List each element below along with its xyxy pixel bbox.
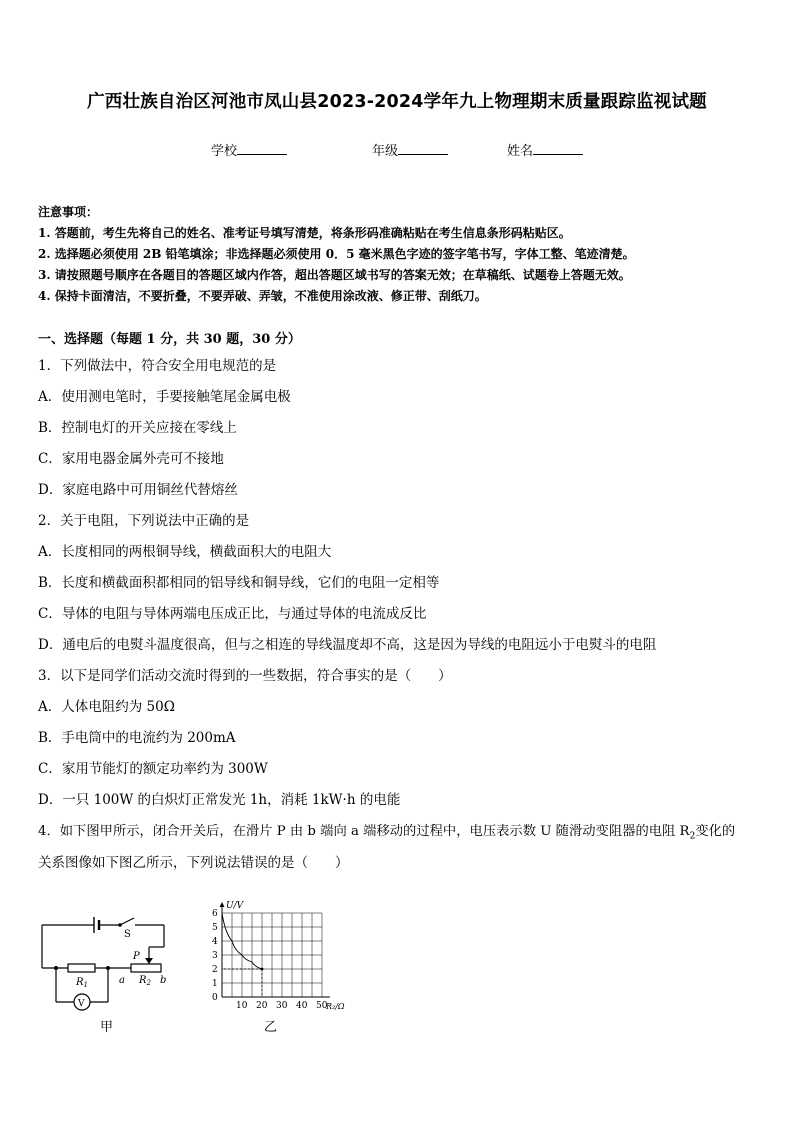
- note-3: 3. 请按照题号顺序在各题目的答题区域内作答，超出答题区域书写的答案无效；在草稿纸、试题卷上答题无效。: [38, 268, 631, 282]
- y-tick-label: 0: [212, 993, 218, 1003]
- circuit-diagram: [36, 905, 176, 1025]
- graph-caption: 乙: [264, 1020, 278, 1035]
- q4-stem: [38, 820, 735, 842]
- school-field: [211, 140, 287, 159]
- name-label: 姓名: [507, 144, 534, 159]
- junction-right: [106, 966, 110, 970]
- end-a-label: a: [119, 975, 125, 986]
- q1-option-c: C．家用电器金属外壳可不接地: [38, 451, 224, 467]
- grade-label: 年级: [372, 144, 399, 159]
- grade-field: [372, 140, 448, 159]
- x-tick-label: 50: [316, 1001, 328, 1011]
- y-tick-label: 4: [212, 937, 218, 947]
- y-tick-label: 2: [212, 965, 218, 975]
- school-blank: [237, 142, 287, 155]
- notes-heading: 注意事项：: [38, 205, 99, 219]
- r2-rheostat: [131, 964, 161, 972]
- x-axis-label: R₂/Ω: [326, 1002, 345, 1011]
- junction-left: [54, 966, 58, 970]
- q3-option-a: A．人体电阻约为 50Ω: [38, 699, 175, 715]
- r2-label: $R_2$: [139, 975, 151, 987]
- y-axis-arrow: [220, 902, 225, 907]
- y-tick-label: 3: [212, 951, 218, 961]
- q2-option-d: D．通电后的电熨斗温度很高，但与之相连的导线温度却不高，这是因为导线的电阻远小于电熨斗的电阻: [38, 637, 657, 653]
- q2-option-a: A．长度相同的两根铜导线，横截面积大的电阻大: [38, 544, 332, 560]
- q1-option-d: D．家庭电路中可用铜丝代替熔丝: [38, 482, 238, 498]
- q3-option-b: B．手电筒中的电流约为 200mA: [38, 730, 236, 746]
- name-field: [507, 140, 583, 159]
- voltmeter-label: V: [78, 999, 85, 1009]
- note-2: 2. 选择题必须使用 2B 铅笔填涂；非选择题必须使用 0．5 毫米黑色字迹的签字笔书写，字体工整、笔迹清楚。: [38, 247, 635, 261]
- note-1: 1. 答题前，考生先将自己的姓名、准考证号填写清楚，将条形码准确粘贴在考生信息条形码粘贴区。: [38, 226, 571, 240]
- note-4: 4. 保持卡面清洁，不要折叠，不要弄破、弄皱，不准使用涂改液、修正带、刮纸刀。: [38, 289, 487, 303]
- q4-stem-text-2: 变化的: [695, 824, 736, 839]
- q2-option-b: B．长度和横截面积都相同的铝导线和铜导线，它们的电阻一定相等: [38, 575, 440, 591]
- y-tick-label: 1: [212, 979, 218, 989]
- q1-stem: 1．下列做法中，符合安全用电规范的是: [38, 358, 277, 374]
- q2-option-c: C．导体的电阻与导体两端电压成正比，与通过导体的电流成反比: [38, 606, 427, 622]
- q3-option-c: C．家用节能灯的额定功率约为 300W: [38, 761, 268, 777]
- x-tick-label: 30: [276, 1001, 288, 1011]
- x-tick-label: 40: [296, 1001, 308, 1011]
- switch-label: S: [124, 929, 131, 940]
- r1-resistor: [68, 964, 95, 972]
- x-tick-label: 10: [236, 1001, 248, 1011]
- section-heading: 一、选择题（每题 1 分，共 30 题，30 分）: [38, 332, 301, 347]
- grade-blank: [398, 142, 448, 155]
- q2-stem: 2．关于电阻，下列说法中正确的是: [38, 513, 250, 529]
- q4-stem-text: 4．如下图甲所示，闭合开关后，在滑片 P 由 b 端向 a 端移动的过程中，电压表示数 U 随滑动变阻器的电阻 R: [38, 824, 690, 839]
- y-tick-label: 6: [212, 909, 218, 919]
- slider-arrow-head: [145, 958, 153, 964]
- circuit-caption: 甲: [100, 1020, 114, 1035]
- y-tick-label: 5: [212, 923, 218, 933]
- q4-stem-subscript: 2: [689, 831, 696, 842]
- q3-stem: 3．以下是同学们活动交流时得到的一些数据，符合事实的是（ ）: [38, 668, 452, 684]
- q4-stem-line2: 关系图像如下图乙所示，下列说法错误的是（ ）: [38, 855, 349, 871]
- q1-option-b: B．控制电灯的开关应接在零线上: [38, 420, 237, 436]
- school-label: 学校: [211, 144, 238, 159]
- switch-pivot: [118, 923, 122, 927]
- y-axis-label: U/V: [226, 901, 244, 911]
- r1-label: $R_1$: [76, 977, 88, 989]
- end-b-label: b: [160, 975, 167, 986]
- u-r2-graph: [200, 895, 360, 1020]
- page-title: 广西壮族自治区河池市凤山县2023-2024学年九上物理期末质量跟踪监视试题: [87, 92, 707, 112]
- switch-blade: [120, 918, 134, 925]
- marked-point: [261, 968, 264, 971]
- slider-label: P: [133, 951, 140, 962]
- q3-option-d: D．一只 100W 的白炽灯正常发光 1h，消耗 1kW·h 的电能: [38, 792, 401, 808]
- x-tick-label: 20: [256, 1001, 268, 1011]
- name-blank: [533, 142, 583, 155]
- q1-option-a: A．使用测电笔时，手要接触笔尾金属电极: [38, 389, 291, 405]
